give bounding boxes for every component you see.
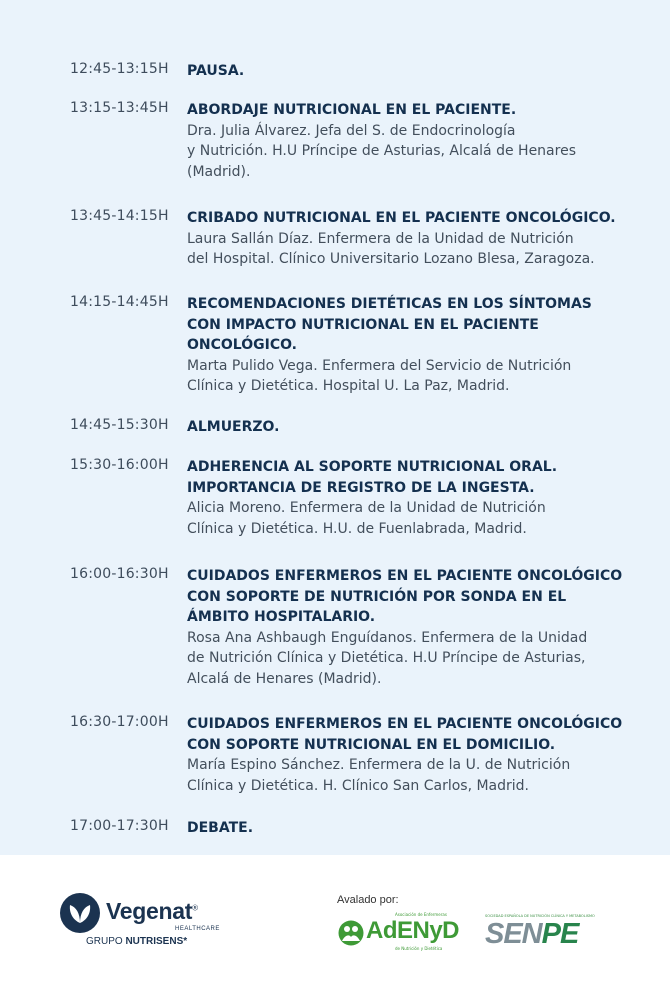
session-title: RECOMENDACIONES DIETÉTICAS EN LOS SÍNTOMAS (187, 296, 592, 312)
adenyd-tagline-top: Asociación de Enfermeras (395, 912, 447, 917)
session-time: 13:45-14:15H (70, 208, 169, 224)
session-time: 14:45-15:30H (70, 417, 169, 433)
session-content (187, 294, 647, 397)
speaker-info: Dra. Julia Álvarez. Jefa del S. de Endocrinología (187, 122, 516, 139)
senpe-logo (485, 914, 613, 948)
senpe-tagline: SOCIEDAD ESPAÑOLA DE NUTRICIÓN CLÍNICA Y METABOLISMO (485, 914, 595, 918)
adenyd-logo (338, 912, 466, 952)
speaker-info: del Hospital. Clínico Universitario Lozano Blesa, Zaragoza. (187, 251, 595, 267)
adenyd-wordmark: AdENyD (366, 917, 460, 944)
session-title: ADHERENCIA AL SOPORTE NUTRICIONAL ORAL. (187, 459, 558, 475)
session-title: CUIDADOS ENFERMEROS EN EL PACIENTE ONCOLÓGICO (187, 716, 623, 732)
session-title: CUIDADOS ENFERMEROS EN EL PACIENTE ONCOLÓGICO (187, 568, 623, 584)
session-title: ALMUERZO. (187, 419, 280, 435)
group-name: GRUPO NUTRISENS* (86, 936, 188, 947)
speaker-info: de Nutrición Clínica y Dietética. H.U Príncipe de Asturias, (187, 650, 586, 666)
leaf-icon (60, 893, 100, 933)
speaker-info: Alicia Moreno. Enfermera de la Unidad de Nutrición (187, 500, 546, 516)
speaker-info: y Nutrición. H.U Príncipe de Asturias, Alcalá de Henares (187, 143, 576, 159)
speaker-info: Rosa Ana Ashbaugh Enguídanos. Enfermera de la Unidad (187, 629, 588, 646)
session-time: 15:30-16:00H (70, 457, 169, 473)
vegenat-wordmark: Vegenat® (106, 898, 198, 924)
speaker-info: Clínica y Dietética. H.U. de Fuenlabrada, Madrid. (187, 520, 527, 537)
session-title: CON SOPORTE NUTRICIONAL EN EL DOMICILIO. (187, 736, 556, 753)
speaker-info: Laura Sallán Díaz. Enfermera de la Unidad de Nutrición (187, 230, 574, 247)
session-content (187, 457, 647, 539)
session-time: 16:00-16:30H (70, 566, 169, 582)
session-title: ÁMBITO HOSPITALARIO. (187, 609, 376, 625)
session-content (187, 100, 647, 182)
speaker-info: Alcalá de Henares (Madrid). (187, 670, 382, 687)
speaker-info: Marta Pulido Vega. Enfermera del Servicio de Nutrición (187, 357, 572, 374)
session-time: 12:45-13:15H (70, 61, 169, 77)
speaker-info: Clínica y Dietética. H. Clínico San Carlos, Madrid. (187, 777, 530, 794)
senpe-wordmark: SENPE (485, 918, 579, 950)
session-content (187, 818, 647, 839)
session-time: 13:15-13:45H (70, 100, 169, 116)
session-title: DEBATE. (187, 820, 254, 836)
session-title: CON IMPACTO NUTRICIONAL EN EL PACIENTE (187, 316, 539, 333)
session-time: 17:00-17:30H (70, 818, 169, 834)
session-time: 14:15-14:45H (70, 294, 169, 310)
session-content (187, 61, 647, 82)
endorsed-label: Avalado por: (337, 894, 399, 906)
session-title: ONCOLÓGICO. (187, 337, 298, 353)
session-content (187, 714, 647, 796)
adenyd-emblem-icon (338, 920, 364, 946)
speaker-info: (Madrid). (187, 163, 251, 180)
session-time: 16:30-17:00H (70, 714, 169, 730)
speaker-info: María Espino Sánchez. Enfermera de la U. de Nutrición (187, 757, 571, 773)
vegenat-subtitle: HEALTHCARE (175, 926, 220, 932)
session-title: PAUSA. (187, 63, 245, 79)
footer (0, 855, 670, 990)
adenyd-tagline-bottom: de Nutrición y Dietética (395, 946, 443, 951)
session-title: CON SOPORTE DE NUTRICIÓN POR SONDA EN EL (187, 588, 567, 605)
session-content (187, 208, 647, 270)
session-title: CRIBADO NUTRICIONAL EN EL PACIENTE ONCOLÓGICO. (187, 210, 616, 226)
session-title: ABORDAJE NUTRICIONAL EN EL PACIENTE. (187, 102, 517, 118)
session-title: IMPORTANCIA DE REGISTRO DE LA INGESTA. (187, 479, 535, 496)
session-content (187, 417, 647, 438)
speaker-info: Clínica y Dietética. Hospital U. La Paz, Madrid. (187, 378, 510, 394)
session-content (187, 566, 647, 689)
